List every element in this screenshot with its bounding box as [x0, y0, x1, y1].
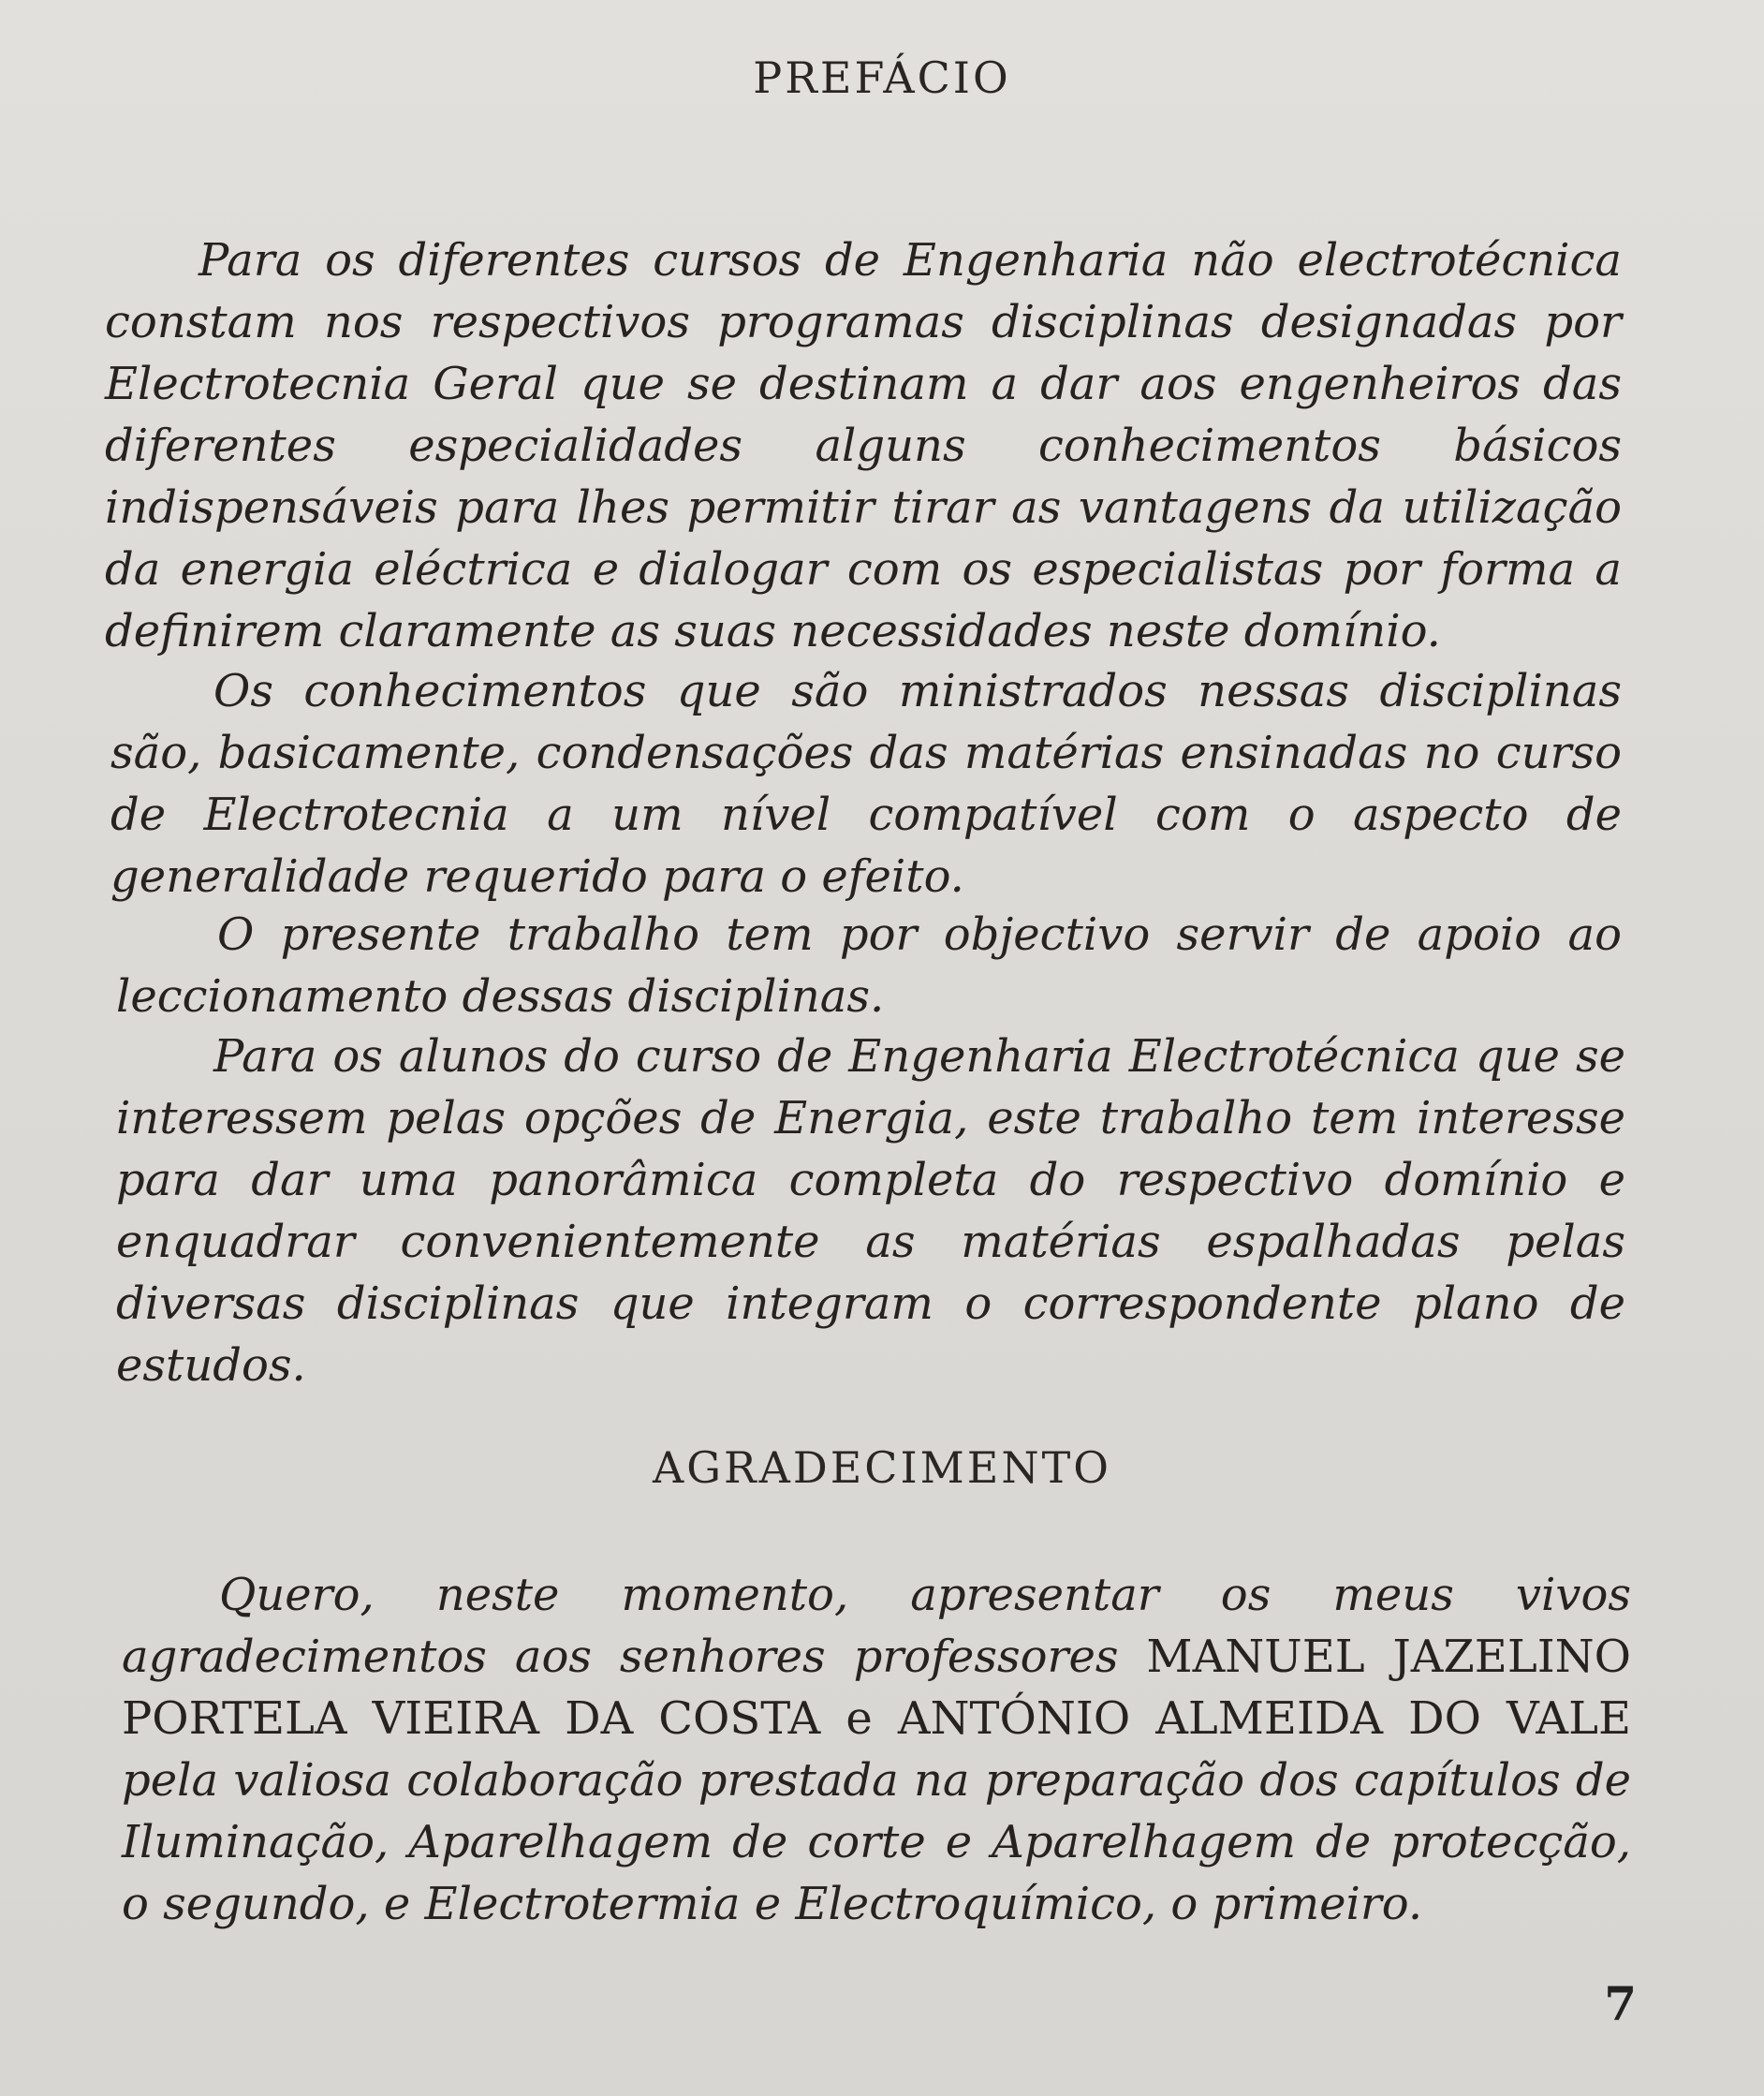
acknowledgement-title: AGRADECIMENTO — [653, 1442, 1111, 1493]
acknowledgement-text-after: pela valiosa colaboração prestada na preparação dos capítulos de Iluminação, Aparelhagem de corte e Aparelhagem de protecção, o segundo, e Electrotermia e Electroquímico, o primeiro. — [122, 1754, 1631, 1930]
acknowledgement-paragraph — [122, 1564, 1631, 1935]
acknowledgement-conjunction: e — [820, 1692, 898, 1745]
preface-paragraph-3: O presente trabalho tem por objectivo servir de apoio ao leccionamento dessas disciplinas. — [116, 908, 1622, 1023]
preface-paragraph-2: Os conhecimentos que são ministrados nessas disciplinas são, basicamente, condensações das matérias ensinadas no curso de Electrotecnia a um nível compatível com o aspecto de generalidade requerido para o efeito. — [110, 665, 1622, 903]
preface-title: PREFÁCIO — [753, 52, 1011, 103]
preface-paragraph-1: Para os diferentes cursos de Engenharia não electrotécnica constam nos respectivos programas disciplinas designadas por Electrotecnia Geral que se destinam a dar aos engenheiros das diferentes especialidades alguns conhecimentos básicos indispensáveis para lhes permitir tirar as vantagens da utilização da energia eléctrica e dialogar com os especialistas por forma a definirem claramente as suas necessidades neste domínio. — [105, 234, 1622, 657]
preface-paragraph-4: Para os alunos do curso de Engenharia Electrotécnica que se interessem pelas opções de Energia, este trabalho tem interesse para dar uma panorâmica completa do respectivo domínio e enquadrar convenientemente as matérias espalhadas pelas diversas disciplinas que integram o correspondente plano de estudos. — [116, 1030, 1625, 1392]
professor-name-2: ANTÓNIO ALMEIDA DO VALE — [897, 1692, 1632, 1745]
professor-name-1: MANUEL JAZELINO PORTELA VIEIRA DA COSTA — [122, 1631, 1632, 1745]
acknowledgement-text-before: Quero, neste momento, apresentar os meus vivos agradecimentos aos senhores professores — [122, 1569, 1631, 1683]
page-number: 7 — [1604, 1976, 1637, 2031]
